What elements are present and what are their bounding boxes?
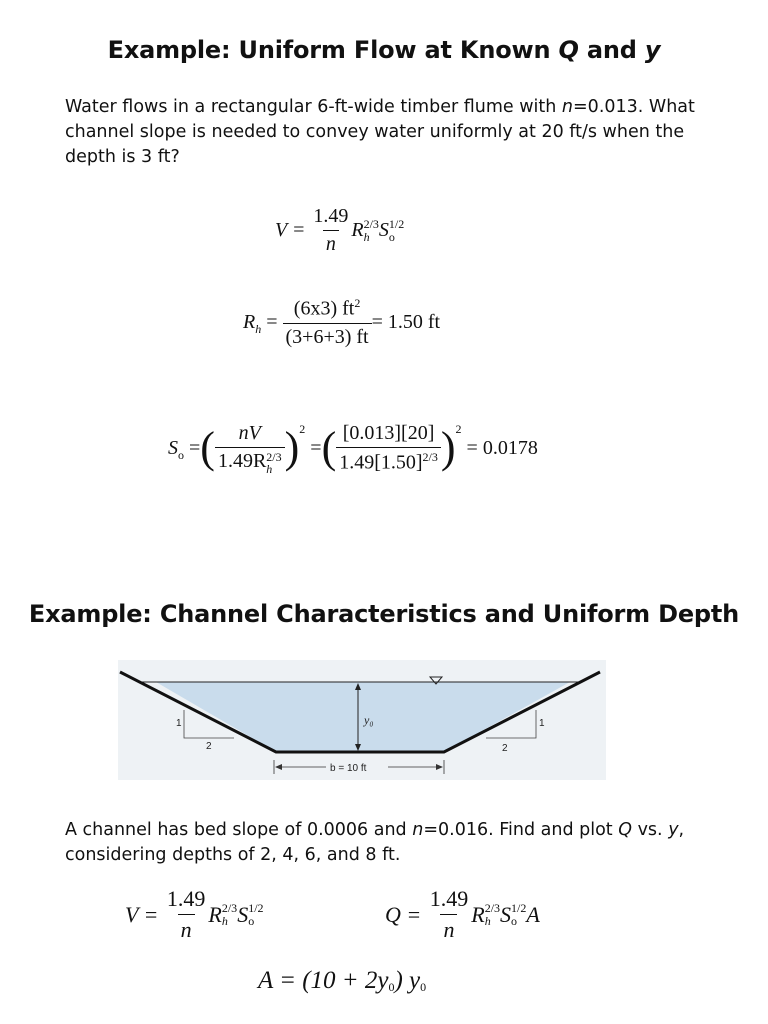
right-slope-run-label: 2 bbox=[502, 743, 508, 754]
base-width-label: b = 10 ft bbox=[330, 763, 367, 774]
trapezoidal-channel-diagram bbox=[118, 660, 606, 780]
left-slope-run-label: 2 bbox=[206, 741, 212, 752]
hydraulic-radius-fraction: $\frac{(6x3) ft^2}{(3+6+3) ft}$ bbox=[283, 296, 372, 349]
example1-title: Example: Uniform Flow at Known Q and y bbox=[107, 36, 661, 64]
velocity-coefficient-fraction: $\frac{1.49}{n}$ bbox=[313, 205, 349, 255]
example2-problem-text: A channel has bed slope of 0.0006 and n=0.016. Find and plot Q vs. y, considering depths of 2, 4, 6, and 8 ft. bbox=[65, 820, 685, 865]
area-equation: A = (10 + 2y $_0$ ) y $_0$ bbox=[258, 966, 427, 994]
left-slope-rise-label: 1 bbox=[176, 718, 182, 729]
velocity-equation-2: V = $\frac{1.49}{n}$ R 2/3 h S 1/2 o bbox=[125, 886, 264, 942]
example1-problem-text: Water flows in a rectangular 6-ft-wide timber flume with n=0.013. What channel slope is needed to convey water uniformly at 20 ft/s when the depth is 3 ft? bbox=[65, 97, 695, 167]
hydraulic-radius-equation: R $_h$ = $\frac{(6x3) ft^2}{(3+6+3) ft}$ = 1.50 ft bbox=[243, 296, 441, 348]
slope-equation: S $_o$ = ( nV 1.49R 2/3 h ) $^2$ = ( $\frac{[0.013][20]}{1.49[1.50]^{2/3}}$ ) $^2$ = 0.0178 bbox=[168, 422, 538, 476]
discharge-equation: Q = $\frac{1.49}{n}$ R 2/3 h S 1/2 o A bbox=[385, 886, 540, 942]
velocity-equation: V = $\frac{1.49}{n}$ R 2/3 h S 1/2 o bbox=[275, 205, 405, 255]
example2-title: Example: Channel Characteristics and Uniform Depth bbox=[28, 600, 740, 628]
depth-label: y₀ bbox=[364, 713, 374, 727]
slope-numeric-fraction: $\frac{[0.013][20]}{1.49[1.50]^{2/3}}$ bbox=[336, 422, 441, 475]
slope-symbolic-fraction: nV 1.49R 2/3 h bbox=[215, 422, 285, 474]
right-slope-rise-label: 1 bbox=[539, 718, 545, 729]
